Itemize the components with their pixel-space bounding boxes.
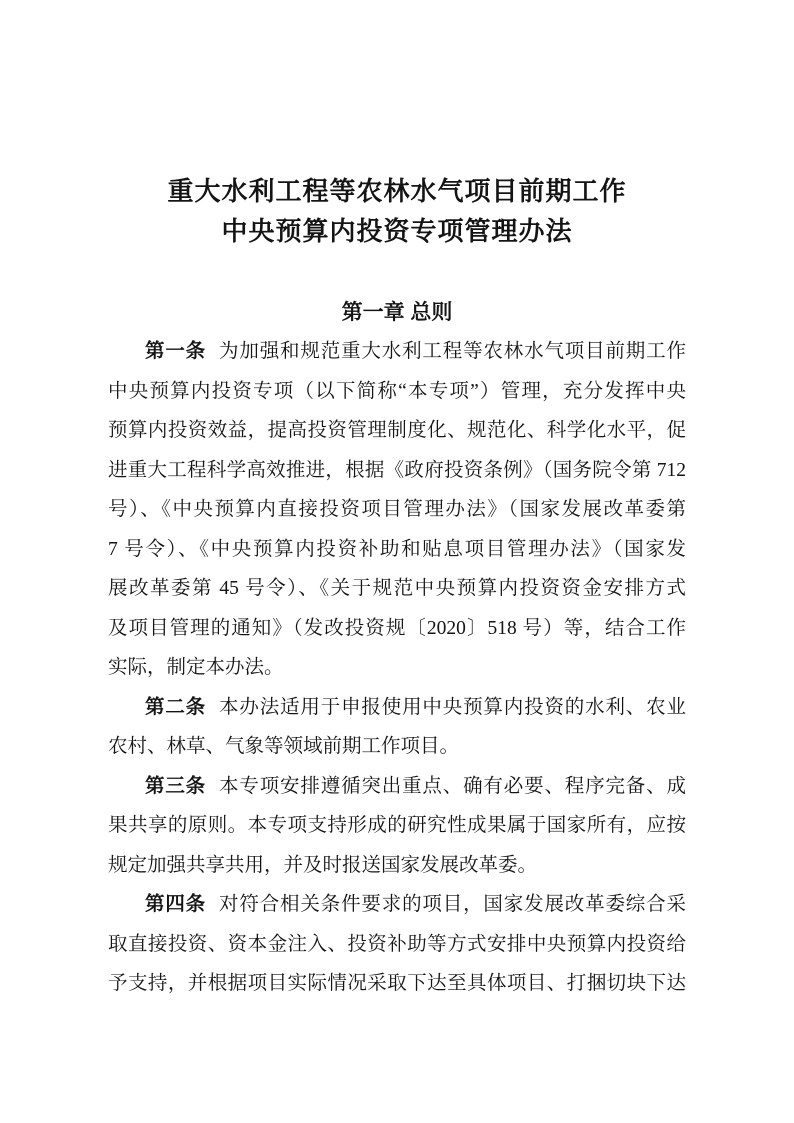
document-title [108, 0, 686, 252]
body-line [108, 964, 686, 1004]
body-line-text: 果共享的原则。本专项支持形成的研究性成果属于国家所有，应按 [108, 815, 686, 836]
body-line [108, 332, 686, 372]
article-number-label: 第三条 [145, 774, 207, 797]
body-line-text: 予支持，并根据项目实际情况采取下达至具体项目、打捆切块下达 [108, 973, 686, 994]
article-number-label: 第一条 [145, 340, 207, 362]
body-line-text: 本专项安排遵循突出重点、确有必要、程序完备、成 [219, 775, 686, 797]
body-line-text: 规定加强共享共用，并及时报送国家发展改革委。 [108, 854, 538, 876]
body-line [108, 767, 686, 807]
body-line [108, 885, 686, 925]
chapter-heading: 第一章 总则 [341, 301, 453, 324]
document-title-line1: 重大水利工程等农林水气项目前期工作 [167, 177, 627, 206]
body-line-text: 预算内投资效益，提高投资管理制度化、规范化、科学化水平，促 [108, 420, 686, 441]
body-line [108, 925, 686, 965]
body-line [108, 609, 686, 649]
body-line [108, 451, 686, 491]
body-line [108, 490, 686, 530]
document-body [108, 332, 686, 1004]
body-line [108, 806, 686, 846]
body-line [108, 727, 686, 767]
body-line-text: 实际，制定本办法。 [108, 657, 284, 678]
body-line-text: 号）、《中央预算内直接投资项目管理办法》（国家发展改革委第 [108, 499, 686, 520]
body-line [108, 569, 686, 609]
body-line [108, 688, 686, 728]
body-line [108, 411, 686, 451]
body-line-text: 中央预算内投资专项（以下简称“本专项”）管理，充分发挥中央 [108, 380, 686, 402]
body-line [108, 648, 686, 688]
article-number-label: 第四条 [145, 893, 207, 915]
body-line-text: 为加强和规范重大水利工程等农林水气项目前期工作 [219, 341, 686, 362]
body-line [108, 372, 686, 412]
body-line-text: 展改革委第 45 号令）、《关于规范中央预算内投资资金安排方式 [108, 578, 686, 599]
document-title-line2: 中央预算内投资专项管理办法 [221, 217, 573, 246]
body-line-text: 及项目管理的通知》（发改投资规〔2020〕518 号）等，结合工作 [108, 617, 686, 639]
body-line [108, 846, 686, 886]
article-number-label: 第二条 [145, 695, 207, 718]
body-line [108, 530, 686, 570]
body-line-text: 7 号令）、《中央预算内投资补助和贴息项目管理办法》（国家发 [108, 538, 686, 560]
body-line-text: 取直接投资、资本金注入、投资补助等方式安排中央预算内投资给 [108, 933, 686, 955]
body-line-text: 对符合相关条件要求的项目，国家发展改革委综合采 [219, 894, 686, 915]
body-line-text: 进重大工程科学高效推进，根据《政府投资条例》（国务院令第 712 [108, 459, 686, 481]
body-line-text: 本办法适用于申报使用中央预算内投资的水利、农业 [219, 696, 686, 718]
body-line-text: 农村、林草、气象等领域前期工作项目。 [108, 736, 460, 757]
